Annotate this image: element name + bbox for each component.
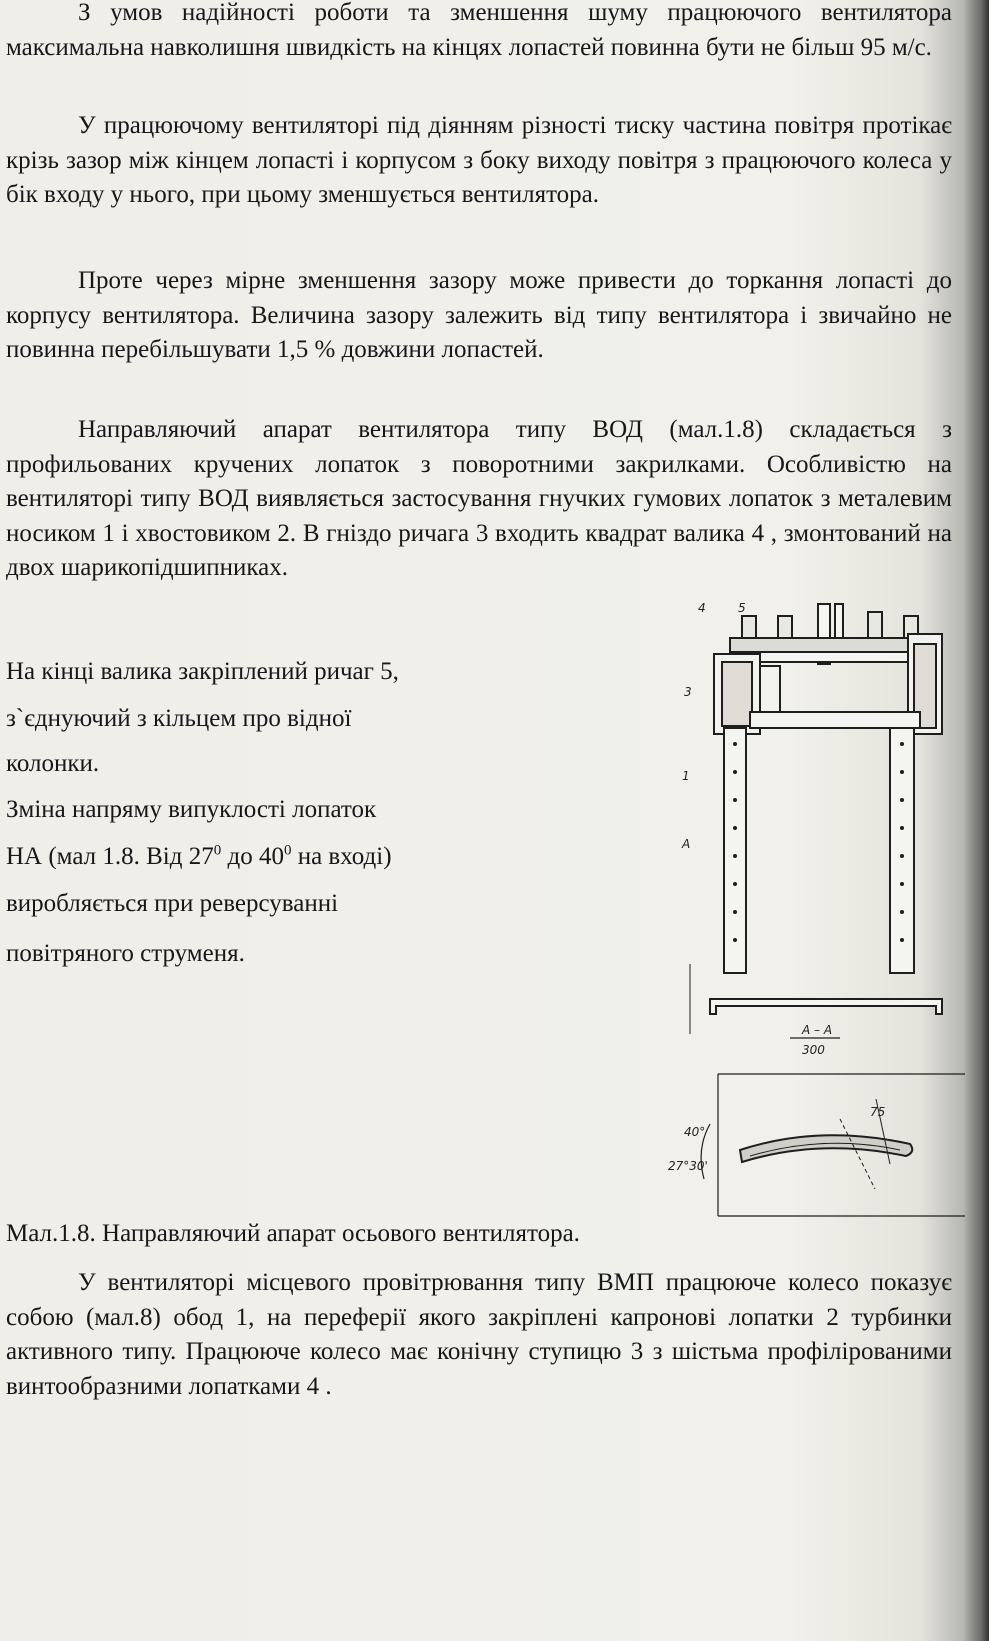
label-1: 1: [682, 769, 690, 783]
guide-vane-drawing: [668, 601, 980, 1224]
label-section-mark: A: [682, 837, 691, 851]
side-text-line: На кінці валика закріплений ричаг 5,: [6, 658, 399, 685]
label-angle-40: 40°: [684, 1125, 706, 1139]
paragraph-vmp-fan: У вентиляторі місцевого провітрювання типу ВМП працююче колесо показує собою (мал.8) обод 1, на переферії якого закріплені капронові лопатки 2 турбинки активного типу. Працююче колесо має конічну ступицю 3 з шістьма профілірованими винтообразними лопатками 4 .: [6, 1269, 952, 1400]
side-text-line: повітряного струменя.: [6, 940, 245, 967]
paragraph-gap-size: Проте через мірне зменшення зазору може привести до торкання лопасті до корпусу вентилятора. Величина зазору залежить від типу вентилятора і звичайно не повинна перебільшувати 1,5 % довжини лопастей.: [6, 267, 952, 363]
side-text-line-angles: НА (мал 1.8. Від $27^0$ до $40^0$ на вході): [6, 842, 392, 870]
label-4: 4: [698, 601, 706, 615]
paragraph-air-leakage: У працюючому вентиляторі під діянням різності тиску частина повітря протікає крізь зазор між кінцем лопасті і корпусом з боку виходу повітря з працюючого колеса у бік входу у нього, при цьому зменшується вентилятора.: [6, 112, 952, 208]
label-section-scale: 300: [802, 1043, 825, 1057]
label-5: 5: [738, 601, 746, 615]
page-edge-shadow: [963, 0, 989, 1641]
paragraph-guide-vane: Направляючий апарат вентилятора типу ВОД (мал.1.8) складається з профильованих кручених лопаток з поворотними закрилками. Особливістю на вентиляторі типу ВОД виявляється застосування гнучких гумових лопаток з металевим носиком 1 і хвостовиком 2. В гніздо ричага 3 входить квадрат валика 4 , змонтований на двох шарикопідшипниках.: [6, 416, 952, 581]
label-dim-75: 75: [870, 1105, 886, 1119]
side-text-line: виробляється при реверсуванні: [6, 890, 339, 917]
side-text-line: з`єднуючий з кільцем про відної: [6, 705, 352, 732]
figure-caption: Мал.1.8. Направляючий апарат осьового вентилятора.: [6, 1220, 580, 1247]
side-text-line: Зміна напряму випуклості лопаток: [6, 796, 377, 823]
label-3: 3: [684, 685, 692, 699]
side-text-line: колонки.: [6, 750, 100, 777]
paragraph-blade-speed: З умов надійності роботи та зменшення шуму працюючого вентилятора максимальна навколишня швидкість на кінцях лопастей повинна бути не більш 95 м/с.: [6, 0, 952, 61]
label-section-title: A – A: [802, 1023, 833, 1037]
label-angle-27: 27°30': [668, 1159, 708, 1173]
